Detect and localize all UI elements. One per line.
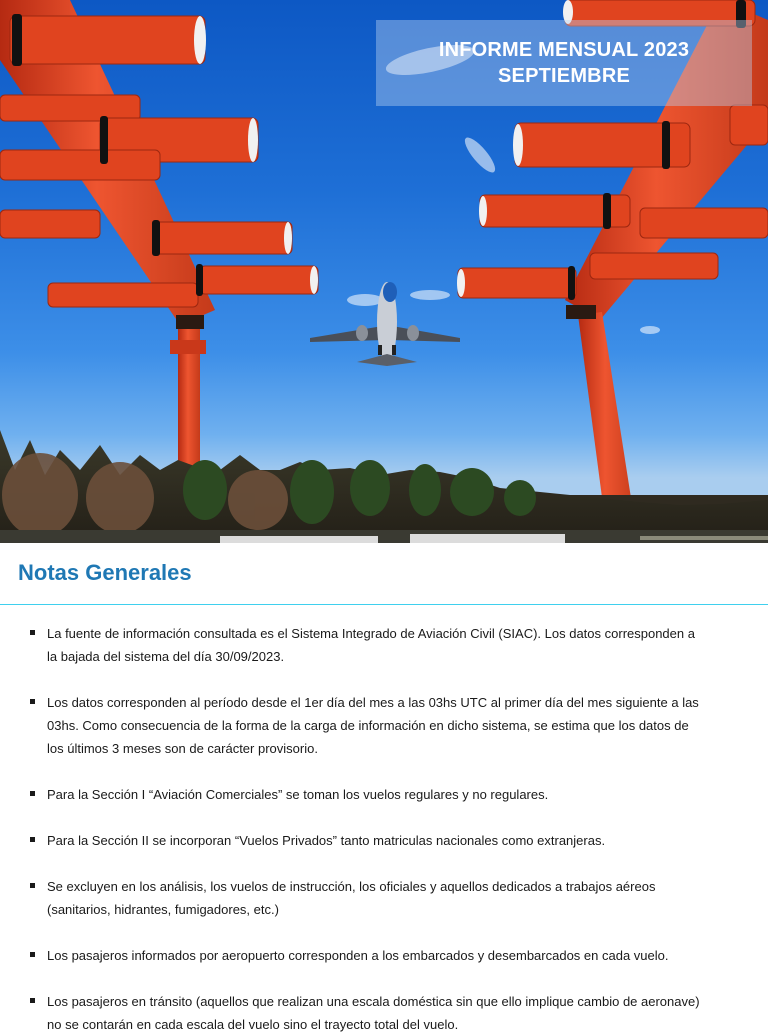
square-bullet-icon (30, 630, 35, 635)
list-item (26, 783, 702, 806)
treeline (0, 430, 768, 543)
note-text: Para la Sección I “Aviación Comerciales” se toman los vuelos regulares y no regulares. (47, 787, 549, 802)
list-item (26, 944, 702, 967)
list-item (26, 990, 702, 1036)
report-month: SEPTIEMBRE (497, 65, 631, 87)
section-divider (0, 604, 768, 605)
square-bullet-icon (30, 699, 35, 704)
report-title-box (376, 20, 752, 106)
list-item (26, 875, 702, 921)
section-title: Notas Generales (18, 560, 192, 585)
square-bullet-icon (30, 791, 35, 796)
square-bullet-icon (30, 998, 35, 1003)
list-item (26, 829, 702, 852)
list-item (26, 691, 702, 760)
square-bullet-icon (30, 952, 35, 957)
report-title: INFORME MENSUAL 2023 (438, 39, 690, 61)
note-text: Para la Sección II se incorporan “Vuelos Privados” tanto matriculas nacionales como extranjeras. (47, 833, 606, 848)
list-item (26, 622, 702, 668)
note-text: La fuente de información consultada es el Sistema Integrado de Aviación Civil (SIAC). Los datos corresponden a la bajada del sistema del día 30/09/2023. (47, 626, 695, 664)
notes-list (26, 622, 702, 1032)
note-text: Los pasajeros informados por aeropuerto corresponden a los embarcados y desembarcados en cada vuelo. (47, 948, 669, 963)
square-bullet-icon (30, 883, 35, 888)
note-text: Los datos corresponden al período desde el 1er día del mes a las 03hs UTC al primer día del mes siguiente a las 03hs. Como consecuencia de la forma de la carga de información en dicho sistema, se estima que los datos de los últimos 3 meses son de carácter provisorio. (47, 695, 699, 756)
square-bullet-icon (30, 837, 35, 842)
note-text: Los pasajeros en tránsito (aquellos que realizan una escala doméstica sin que ello implique cambio de aeronave) no se contarán en cada escala del vuelo sino el trayecto total del vuelo. (47, 994, 700, 1032)
note-text: Se excluyen en los análisis, los vuelos de instrucción, los oficiales y aquellos dedicados a trabajos aéreos (sanitarios, hidrantes, fumigadores, etc.) (47, 879, 656, 917)
